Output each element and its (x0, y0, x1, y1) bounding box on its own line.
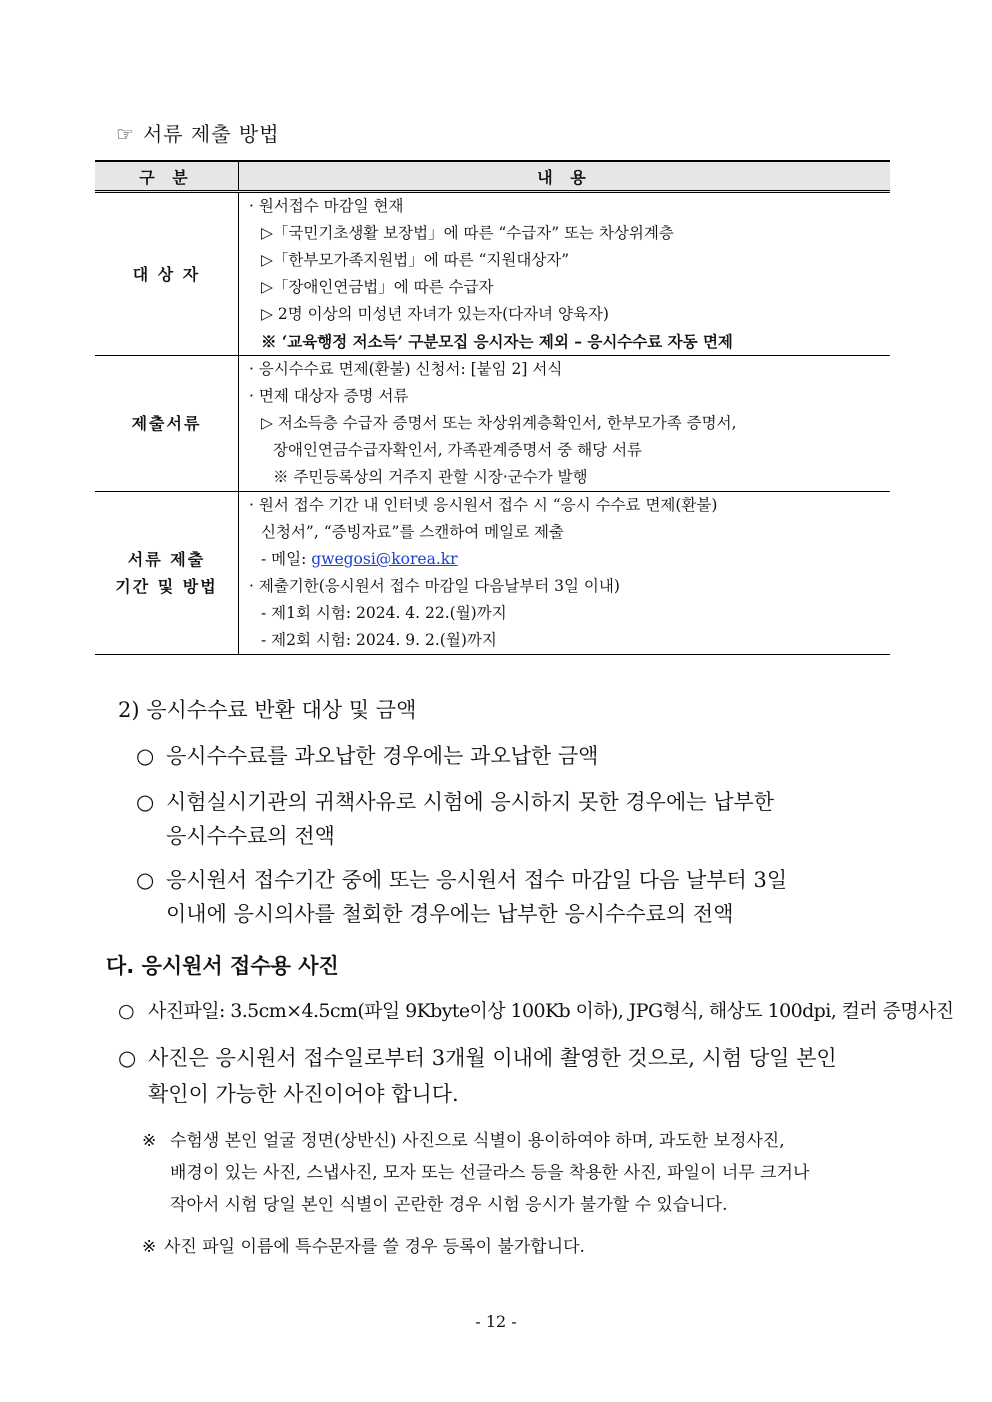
content-line: - 제2회 시험: 2024. 9. 2.(월)까지 (261, 631, 497, 649)
section-heading (116, 118, 280, 147)
photo-note-continuation: 작아서 시험 당일 본인 식별이 곤란한 경우 시험 응시가 불가할 수 있습니다. (170, 1195, 728, 1215)
content-line: · 응시수수료 면제(환불) 신청서: [붙임 2] 서식 (249, 360, 563, 378)
row-content (239, 492, 891, 655)
row-content (239, 192, 891, 356)
content-line: ▷「장애인연금법」에 따른 수급자 (261, 278, 494, 296)
refund-item-continuation: 이내에 응시의사를 철회한 경우에는 납부한 응시수수료의 전액 (166, 902, 734, 926)
content-line: ※ 주민등록상의 거주지 관할 시장·군수가 발행 (273, 468, 588, 486)
table-row-documents (95, 356, 890, 492)
photo-note: ※ 수험생 본인 얼굴 정면(상반신) 사진으로 식별이 용이하여야 하며, 과도한 보정사진, (142, 1131, 785, 1151)
column-header-content: 내 용 (239, 161, 891, 192)
refund-item: ○ 응시원서 접수기간 중에 또는 응시원서 접수 마감일 다음 날부터 3일 (136, 868, 788, 892)
refund-item-continuation: 응시수수료의 전액 (166, 824, 335, 848)
page-number: - 12 - (475, 1312, 517, 1331)
email-link[interactable]: gwegosi@korea.kr (311, 550, 458, 568)
row-category: 제출서류 (95, 356, 239, 492)
photo-section-title: 다. 응시원서 접수용 사진 (106, 954, 339, 978)
photo-item-continuation: 확인이 가능한 사진이어야 합니다. (148, 1082, 459, 1106)
column-header-category: 구 분 (95, 161, 239, 192)
photo-note-continuation: 배경이 있는 사진, 스냅사진, 모자 또는 선글라스 등을 착용한 사진, 파일이 너무 크거나 (170, 1163, 810, 1183)
refund-item: ○ 시험실시기관의 귀책사유로 시험에 응시하지 못한 경우에는 납부한 (136, 790, 775, 814)
refund-section-title: 2) 응시수수료 반환 대상 및 금액 (118, 698, 417, 722)
section-heading-text: 서류 제출 방법 (142, 122, 280, 146)
content-line: - 제1회 시험: 2024. 4. 22.(월)까지 (261, 604, 507, 622)
table-row-method (95, 492, 890, 655)
content-line: ▷「한부모가족지원법」에 따른 “지원대상자” (261, 251, 570, 269)
photo-note: ※ 사진 파일 이름에 특수문자를 쓸 경우 등록이 불가합니다. (142, 1237, 585, 1257)
row-category: 서류 제출 기간 및 방법 (95, 492, 239, 655)
content-line: ▷ 2명 이상의 미성년 자녀가 있는자(다자녀 양육자) (261, 305, 609, 323)
pointing-hand-icon: ☞ (116, 122, 135, 146)
photo-item: ○ 사진파일: 3.5cm×4.5cm(파일 9Kbyte이상 100Kb 이하), JPG형식, 해상도 100dpi, 컬러 증명사진 (118, 1000, 954, 1022)
table-header-row (95, 161, 890, 192)
content-line: 신청서”, “증빙자료”를 스캔하여 메일로 제출 (261, 523, 564, 541)
refund-item: ○ 응시수수료를 과오납한 경우에는 과오납한 금액 (136, 744, 599, 768)
content-line-bold-note: ※ ‘교육행정 저소득’ 구분모집 응시자는 제외 – 응시수수료 자동 면제 (261, 332, 733, 351)
content-line: ▷ 저소득층 수급자 증명서 또는 차상위계층확인서, 한부모가족 증명서, (261, 414, 737, 432)
content-line: · 제출기한(응시원서 접수 마감일 다음날부터 3일 이내) (249, 577, 620, 595)
table-row-eligible (95, 192, 890, 356)
content-line: 장애인연금수급자확인서, 가족관계증명서 중 해당 서류 (273, 441, 643, 459)
content-line: · 원서 접수 기간 내 인터넷 응시원서 접수 시 “응시 수수료 면제(환불) (249, 496, 718, 514)
content-line: · 면제 대상자 증명 서류 (249, 387, 409, 405)
content-line-email: - 메일: gwegosi@korea.kr (261, 550, 458, 568)
submission-table (95, 160, 890, 655)
content-line: · 원서접수 마감일 현재 (249, 197, 404, 215)
row-category: 대 상 자 (95, 192, 239, 356)
row-content (239, 356, 891, 492)
photo-item: ○ 사진은 응시원서 접수일로부터 3개월 이내에 촬영한 것으로, 시험 당일 본인 (118, 1046, 837, 1070)
content-line: ▷「국민기초생활 보장법」에 따른 “수급자” 또는 차상위계층 (261, 224, 674, 242)
